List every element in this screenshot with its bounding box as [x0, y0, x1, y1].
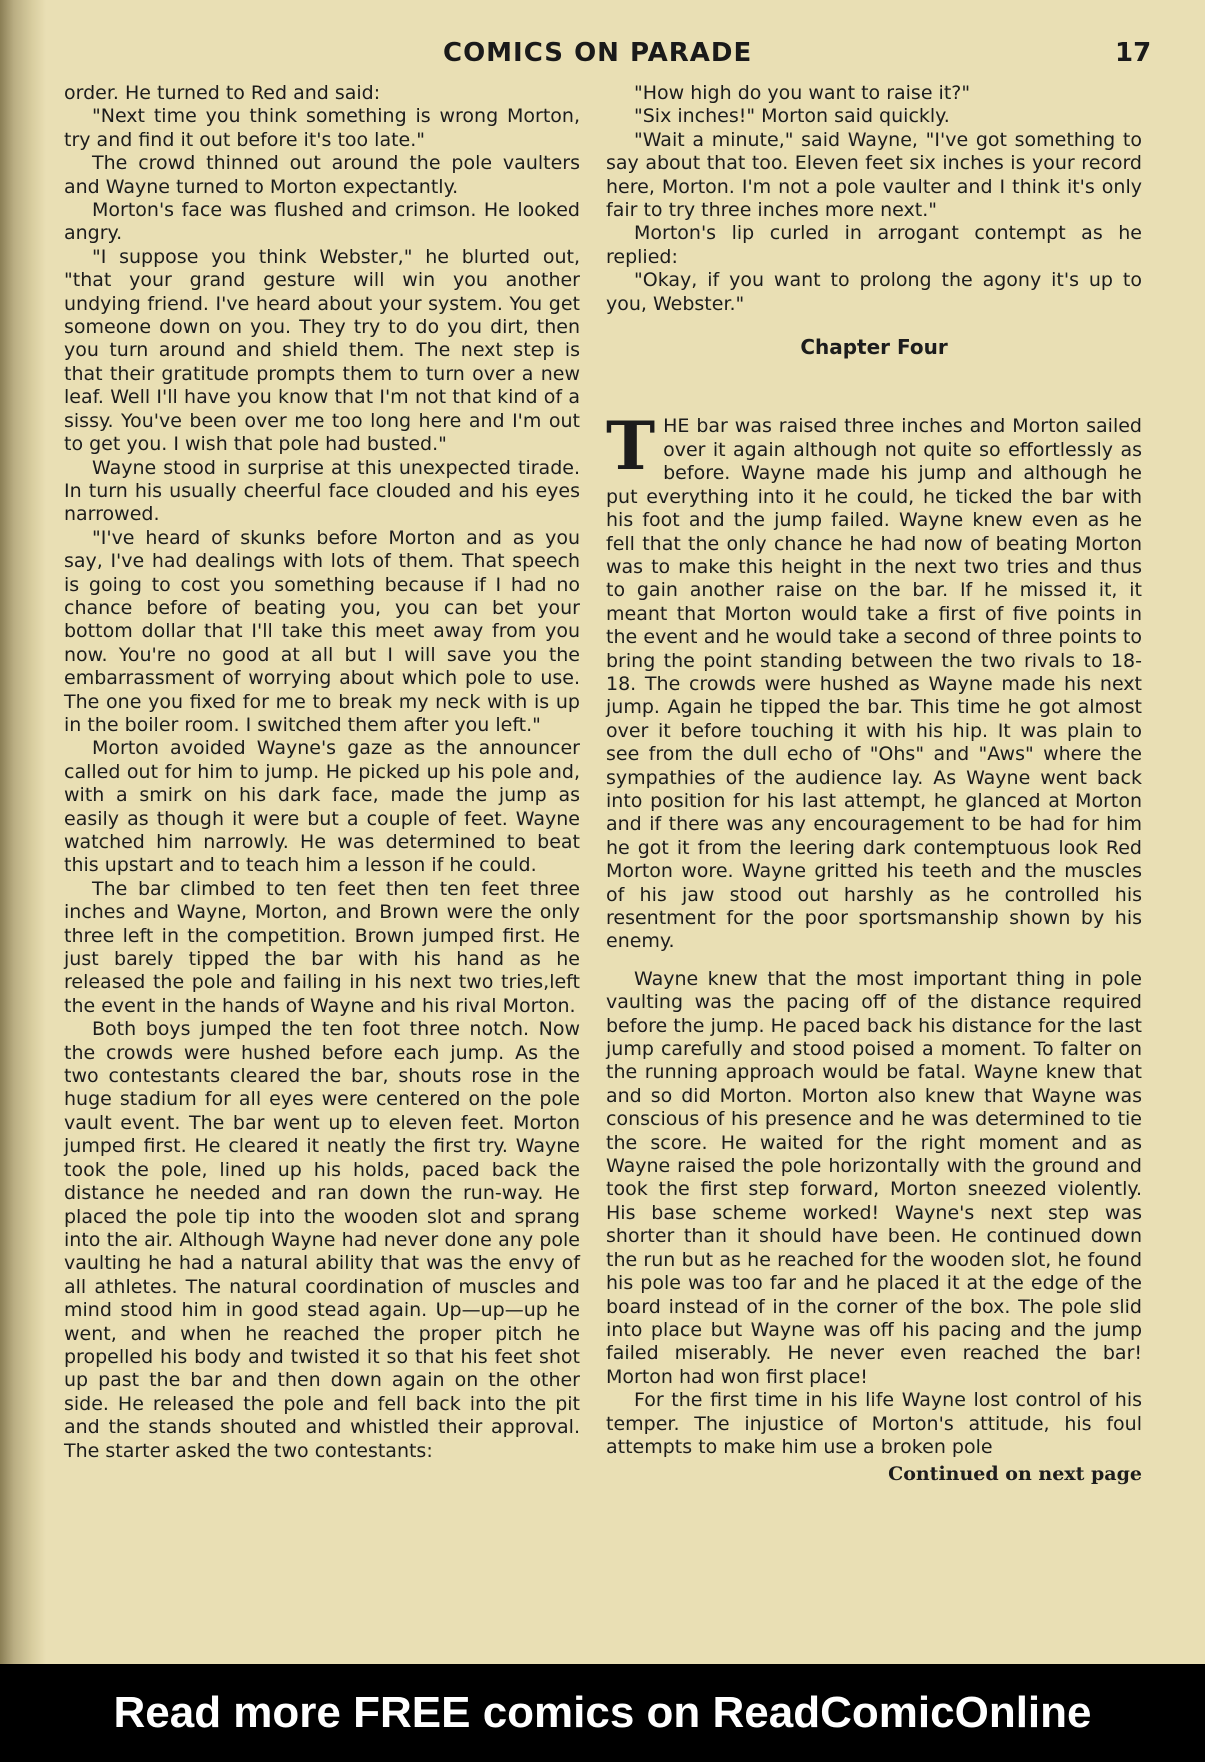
paragraph: "Wait a minute," said Wayne, "I've got something to say about that too. Eleven feet six inches is your record here, Morton. I'm not a pole vaulter and I think it's only fair to try three inches more next." — [606, 128, 1142, 222]
right-column — [606, 82, 1142, 1487]
paragraph: "I've heard of skunks before Morton and as you say, I've had dealings with lots of them. That speech is going to cost you something because if I had no chance before of beating you, you can bet your bottom dollar that I'll take this meet away from you now. You're no good at all but I will save you the embarrassment of worrying about which pole to use. The one you fixed for me to break my neck with is up in the boiler room. I switched them after you left." — [64, 526, 580, 736]
paragraph: Morton avoided Wayne's gaze as the announcer called out for him to jump. He picked up his pole and, with a smirk on his dark face, made the jump as easily as though it were but a couple of feet. Wayne watched him narrowly. He was determined to beat this upstart and to teach him a lesson if he could. — [64, 737, 580, 877]
chapter-opening-paragraph — [606, 407, 1142, 953]
paragraph: "Next time you think something is wrong Morton, try and find it out before it's too late." — [64, 105, 580, 151]
paragraph: "Okay, if you want to prolong the agony it's up to you, Webster." — [606, 269, 1142, 315]
page-title: COMICS ON PARADE — [443, 38, 753, 68]
drop-cap-paragraph-text: HE bar was raised three inches and Morton sailed over it again although not quite so effortlessly as before. Wayne made his jump and although he put everything into it he could, he ticked the bar with his foot and the jump failed. Wayne knew even as he fell that the only chance he had now of beating Morton was to make this height in the next two tries and thus to gain another raise on the bar. If he missed it, it meant that Morton would take a first of five points in the event and he would take a second of three points to bring the point standing between the two rivals to 18-18. The crowds were hushed as Wayne made his next jump. Again he tipped the bar. This time he got almost over it before touching it with his hip. It was plain to see from the dull echo of "Ohs" and "Aws" where the sympathies of the audience lay. As Wayne went back into position for his last attempt, he glanced at Morton and if there was any encouragement to be had for him he got it from the leering dark contemptuous look Red Morton wore. Wayne gritted his teeth and the muscles of his jaw stood out harshly as he controlled his resentment for the poor sportsmanship shown by his enemy. — [606, 415, 1142, 953]
page-spine-shadow — [0, 0, 46, 1664]
page-number: 17 — [1115, 38, 1152, 68]
paragraph: Morton's lip curled in arrogant contempt as he replied: — [606, 222, 1142, 268]
paragraph: For the first time in his life Wayne lost control of his temper. The injustice of Morton's attitude, his foul attempts to make him use a broken pole — [606, 1389, 1142, 1458]
paragraph: Morton's face was flushed and crimson. He looked angry. — [64, 199, 580, 245]
paragraph: order. He turned to Red and said: — [64, 82, 381, 104]
chapter-heading: Chapter Four — [800, 335, 948, 360]
paragraph: The bar climbed to ten feet then ten feet three inches and Wayne, Morton, and Brown were the only three left in the competition. Brown jumped first. He just barely tipped the bar with his hand as he released the pole and failing in his next two tries,left the event in the hands of Wayne and his rival Morton. — [64, 877, 580, 1017]
left-column — [64, 82, 580, 1463]
paragraph: "I suppose you think Webster," he blurted out, "that your grand gesture will win you another undying friend. I've heard about your system. You get someone down on you. They try to do you dirt, then you turn around and shield them. The next step is that their gratitude prompts them to turn over a new leaf. Well I'll have you know that I'm not that kind of a sissy. You've been over me too long here and I'm out to get you. I wish that pole had busted." — [64, 245, 580, 456]
paragraph: "Six inches!" Morton said quickly. — [634, 105, 950, 128]
paragraph: "How high do you want to raise it?" — [634, 82, 971, 104]
continued-notice: Continued on next page — [888, 1463, 1142, 1486]
paragraph: Both boys jumped the ten foot three notch. Now the crowds were hushed before each jump. As the two contestants cleared the bar, shouts rose in the huge stadium for all eyes were centered on the pole vault event. The bar went up to eleven feet. Morton jumped first. He cleared it neatly the first try. Wayne took the pole, lined up his holds, paced back the distance he needed and ran down the run-way. He placed the pole tip into the wooden slot and sprang into the air. Although Wayne had never done any pole vaulting he had a natural ability that was the envy of all athletes. The natural coordination of muscles and mind stood him in good stead again. Up—up—up he went, and when he reached the proper pitch he propelled his body and twisted it so that his feet shot up past the bar and then down again on the other side. He released the pole and fell back into the pit and the stands shouted and whistled their approval. The starter asked the two contestants: — [64, 1018, 580, 1462]
paragraph: Wayne stood in surprise at this unexpected tirade. In turn his usually cheerful face clouded and his eyes narrowed. — [64, 456, 580, 526]
promo-banner[interactable]: Read more FREE comics on ReadComicOnline — [0, 1664, 1205, 1762]
drop-cap-letter: T — [606, 407, 656, 486]
paragraph: The crowd thinned out around the pole vaulters and Wayne turned to Morton expectantly. — [64, 152, 580, 198]
paragraph: Wayne knew that the most important thing in pole vaulting was the pacing off of the distance required before the jump. He paced back his distance for the last jump carefully and stood poised a moment. To falter on the running approach would be fatal. Wayne knew that and so did Morton. Morton also knew that Wayne was conscious of his presence and he was determined to tie the score. He waited for the right moment and as Wayne raised the pole horizontally with the ground and took the first step forward, Morton sneezed violently. His base scheme worked! Wayne's next step was shorter than it should have been. He continued down the run but as he reached for the wooden slot, he found his pole was too far and he placed it at the edge of the board instead of in the corner of the box. The pole slid into place but Wayne was off his pacing and the jump failed miserably. He never even reached the bar! Morton had won first place! — [606, 967, 1142, 1388]
